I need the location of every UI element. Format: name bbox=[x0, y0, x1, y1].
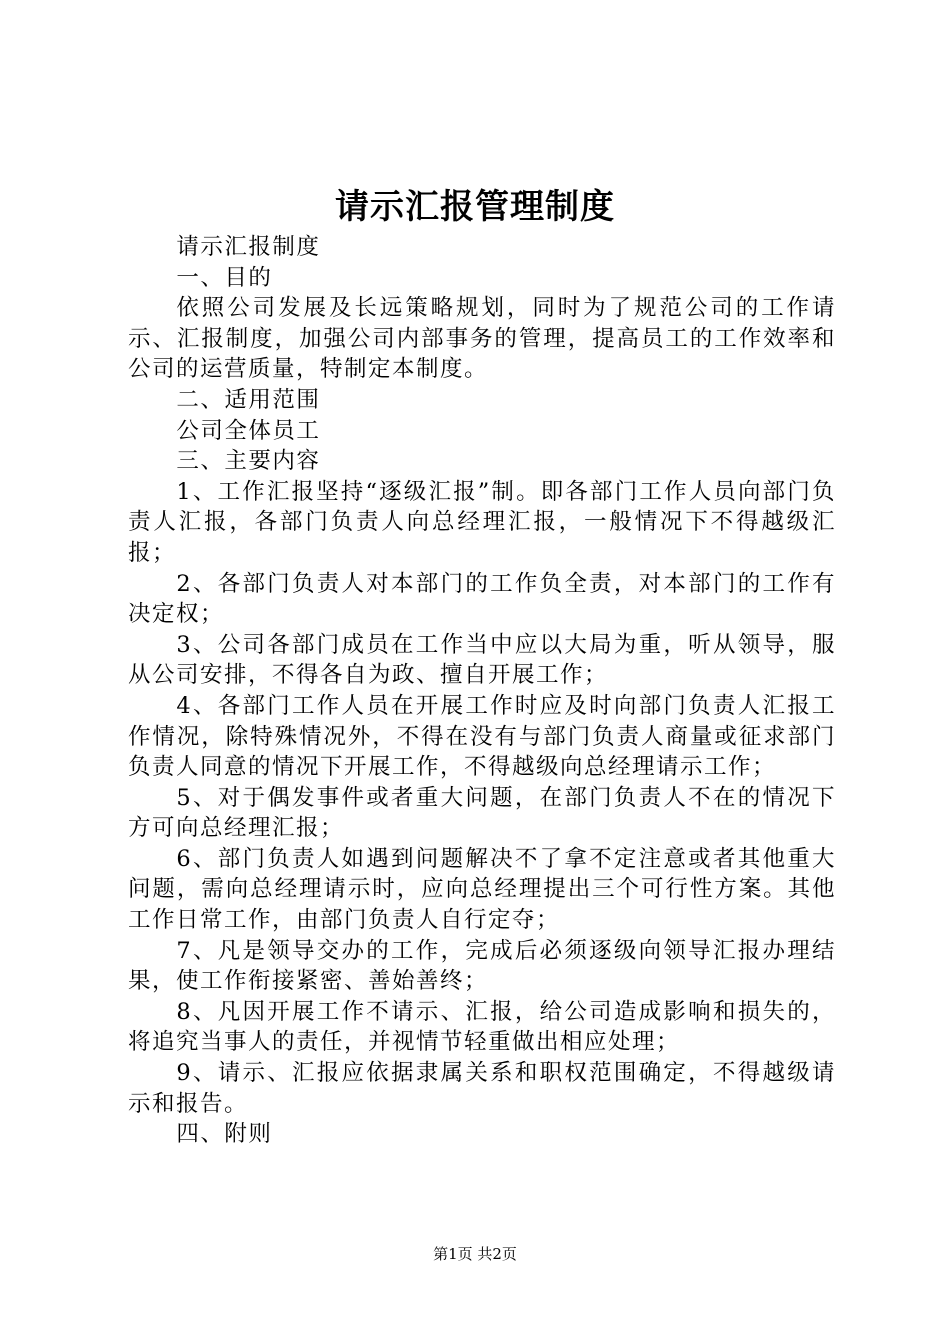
document-body bbox=[128, 232, 836, 1150]
section-heading-scope: 二、适用范围 bbox=[176, 386, 321, 413]
paragraph-rule-2: 2、各部门负责人对本部门的工作负全责，对本部门的工作有决定权； bbox=[128, 570, 836, 628]
paragraph-rule-7: 7、凡是领导交办的工作，完成后必须逐级向领导汇报办理结果，使工作衔接紧密、善始善终； bbox=[128, 937, 836, 995]
paragraph-rule-5: 5、对于偶发事件或者重大问题，在部门负责人不在的情况下方可向总经理汇报； bbox=[128, 784, 836, 842]
page-number-footer: 第1页 共2页 bbox=[433, 1245, 517, 1263]
paragraph-rule-8: 8、凡因开展工作不请示、汇报，给公司造成影响和损失的，将追究当事人的责任，并视情节轻重做出相应处理； bbox=[128, 998, 836, 1056]
document-title: 请示汇报管理制度 bbox=[335, 187, 615, 227]
section-heading-main-content: 三、主要内容 bbox=[176, 448, 321, 475]
section-heading-appendix: 四、附则 bbox=[176, 1121, 273, 1148]
paragraph-rule-6: 6、部门负责人如遇到问题解决不了拿不定注意或者其他重大问题，需向总经理请示时，应向总经理提出三个可行性方案。其他工作日常工作，由部门负责人自行定夺； bbox=[128, 845, 836, 934]
paragraph-rule-9: 9、请示、汇报应依据隶属关系和职权范围确定，不得越级请示和报告。 bbox=[128, 1060, 836, 1117]
paragraph-rule-1: 1、工作汇报坚持“逐级汇报”制。即各部门工作人员向部门负责人汇报，各部门负责人向总经理汇报，一般情况下不得越级汇报； bbox=[128, 478, 836, 566]
paragraph-purpose: 依照公司发展及长远策略规划，同时为了规范公司的工作请示、汇报制度，加强公司内部事务的管理，提高员工的工作效率和公司的运营质量，特制定本制度。 bbox=[128, 295, 836, 383]
paragraph-scope: 公司全体员工 bbox=[176, 417, 321, 444]
paragraph-rule-4: 4、各部门工作人员在开展工作时应及时向部门负责人汇报工作情况，除特殊情况外，不得在没有与部门负责人商量或征求部门负责人同意的情况下开展工作，不得越级向总经理请示工作； bbox=[128, 692, 836, 781]
paragraph-rule-3: 3、公司各部门成员在工作当中应以大局为重，听从领导，服从公司安排，不得各自为政、擅自开展工作； bbox=[128, 631, 836, 689]
section-heading-purpose: 一、目的 bbox=[176, 264, 273, 291]
paragraph-subtitle: 请示汇报制度 bbox=[176, 234, 321, 260]
